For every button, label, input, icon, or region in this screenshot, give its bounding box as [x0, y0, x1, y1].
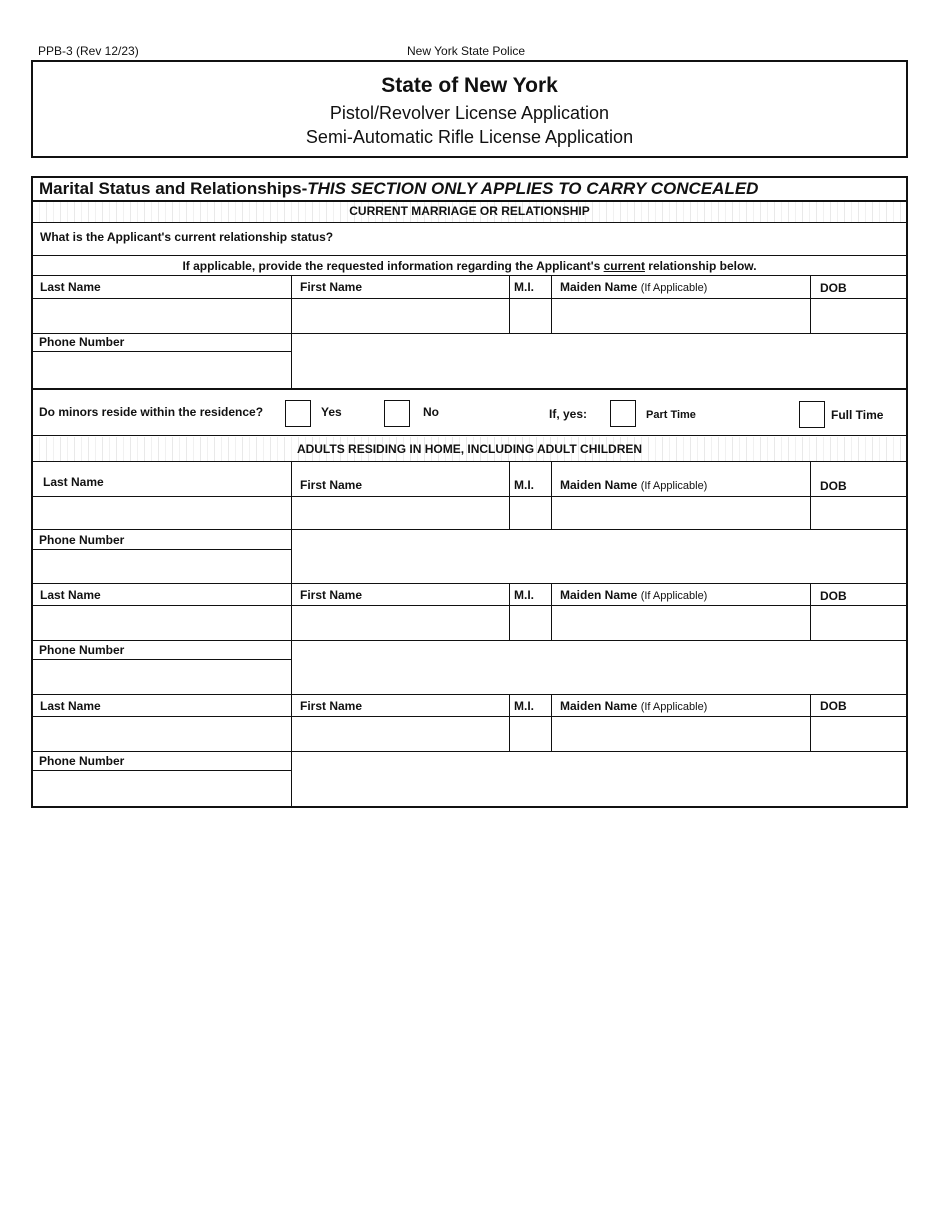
minors-no-checkbox[interactable] — [384, 400, 410, 427]
dob-label: DOB — [820, 589, 847, 603]
divider — [33, 496, 906, 497]
minors-question: Do minors reside within the residence? — [39, 405, 264, 419]
phone-number-label: Phone Number — [39, 335, 125, 349]
minors-no-label: No — [423, 405, 439, 419]
part-time-label: Part Time — [646, 409, 696, 421]
phone-number-label: Phone Number — [39, 754, 125, 768]
divider — [33, 716, 906, 717]
adult-3-phone-field[interactable] — [35, 772, 289, 804]
spouse-maiden-name-field[interactable] — [553, 300, 808, 332]
adult-3-maiden-name-field[interactable] — [553, 718, 808, 750]
adult-2-dob-field[interactable] — [812, 607, 904, 639]
full-time-checkbox[interactable] — [799, 401, 825, 428]
minors-yes-checkbox[interactable] — [285, 400, 311, 427]
divider — [33, 222, 906, 223]
adult-1-phone-field[interactable] — [35, 551, 289, 581]
current-relationship-header: CURRENT MARRIAGE OR RELATIONSHIP — [33, 202, 906, 222]
adult-2-first-name-field[interactable] — [293, 607, 508, 639]
mi-label: M.I. — [514, 699, 534, 713]
spouse-last-name-field[interactable] — [35, 300, 289, 332]
divider — [509, 461, 510, 529]
adult-1-last-name-field[interactable] — [35, 498, 289, 528]
adult-1-dob-field[interactable] — [812, 498, 904, 528]
if-yes-label: If, yes: — [549, 407, 588, 421]
divider — [33, 770, 291, 771]
divider — [810, 583, 811, 640]
adult-3-dob-field[interactable] — [812, 718, 904, 750]
maiden-name-label: Maiden Name (If Applicable) — [560, 588, 708, 602]
divider — [33, 351, 291, 352]
divider — [33, 640, 906, 641]
divider — [291, 694, 292, 751]
relationship-status-field[interactable] — [353, 224, 893, 254]
adult-2-phone-field[interactable] — [35, 661, 289, 693]
mi-label: M.I. — [514, 478, 534, 492]
divider — [551, 694, 552, 751]
phone-number-label: Phone Number — [39, 533, 125, 547]
adult-2-last-name-field[interactable] — [35, 607, 289, 639]
last-name-label: Last Name — [43, 475, 104, 489]
divider — [551, 583, 552, 640]
mi-label: M.I. — [514, 588, 534, 602]
divider — [291, 275, 292, 333]
last-name-label: Last Name — [40, 588, 101, 602]
adult-1-maiden-name-field[interactable] — [553, 498, 808, 528]
divider — [33, 275, 906, 276]
divider — [33, 694, 906, 695]
divider — [33, 751, 906, 752]
first-name-label: First Name — [300, 478, 363, 492]
adult-2-maiden-name-field[interactable] — [553, 607, 808, 639]
divider — [551, 461, 552, 529]
first-name-label: First Name — [300, 280, 363, 294]
divider — [33, 605, 906, 606]
divider — [291, 333, 292, 388]
divider — [33, 461, 906, 462]
adult-3-mi-field[interactable] — [511, 718, 549, 750]
dob-label: DOB — [820, 699, 847, 713]
last-name-label: Last Name — [40, 699, 101, 713]
divider — [33, 333, 906, 334]
section-title: Marital Status and Relationships-THIS SECTION ONLY APPLIES TO CARRY CONCEALED — [39, 179, 759, 198]
maiden-name-label: Maiden Name (If Applicable) — [560, 699, 708, 713]
spouse-mi-field[interactable] — [511, 300, 549, 332]
divider — [509, 275, 510, 333]
divider — [33, 583, 906, 584]
divider — [810, 275, 811, 333]
divider — [810, 461, 811, 529]
divider — [291, 751, 292, 806]
spouse-first-name-field[interactable] — [293, 300, 508, 332]
divider — [810, 694, 811, 751]
divider — [291, 461, 292, 529]
divider — [33, 659, 291, 660]
phone-number-label: Phone Number — [39, 643, 125, 657]
dob-label: DOB — [820, 479, 847, 493]
first-name-label: First Name — [300, 588, 363, 602]
instruction-text: If applicable, provide the requested information regarding the Applicant's current relationship below. — [182, 259, 757, 273]
first-name-label: First Name — [300, 699, 363, 713]
adult-3-last-name-field[interactable] — [35, 718, 289, 750]
divider — [291, 529, 292, 583]
minors-yes-label: Yes — [321, 405, 342, 419]
adults-header: ADULTS RESIDING IN HOME, INCLUDING ADULT CHILDREN — [33, 437, 906, 461]
dob-label: DOB — [820, 281, 847, 295]
divider — [291, 583, 292, 640]
agency-name: New York State Police — [407, 44, 526, 58]
divider — [33, 255, 906, 256]
adult-3-first-name-field[interactable] — [293, 718, 508, 750]
form-header — [31, 60, 908, 158]
spouse-phone-field[interactable] — [35, 353, 289, 387]
divider — [33, 435, 906, 436]
divider — [33, 529, 906, 530]
divider — [509, 583, 510, 640]
divider — [33, 298, 906, 299]
maiden-name-label: Maiden Name (If Applicable) — [560, 478, 708, 492]
adult-2-mi-field[interactable] — [511, 607, 549, 639]
form-subtitle-rifle: Semi-Automatic Rifle License Application — [305, 127, 634, 147]
adult-1-mi-field[interactable] — [511, 498, 549, 528]
full-time-label: Full Time — [831, 408, 884, 422]
divider — [291, 640, 292, 694]
form-subtitle-pistol: Pistol/Revolver License Application — [329, 103, 610, 123]
relationship-status-question: What is the Applicant's current relationship status? — [40, 230, 334, 244]
divider — [551, 275, 552, 333]
marital-status-section — [31, 176, 908, 808]
adult-1-first-name-field[interactable] — [293, 498, 508, 528]
part-time-checkbox[interactable] — [610, 400, 636, 427]
form-code: PPB-3 (Rev 12/23) — [38, 44, 139, 58]
divider — [509, 694, 510, 751]
divider — [33, 549, 291, 550]
mi-label: M.I. — [514, 280, 534, 294]
maiden-name-label: Maiden Name (If Applicable) — [560, 280, 708, 294]
spouse-dob-field[interactable] — [812, 300, 904, 332]
divider — [33, 388, 906, 390]
last-name-label: Last Name — [40, 280, 101, 294]
form-title: State of New York — [381, 74, 558, 97]
